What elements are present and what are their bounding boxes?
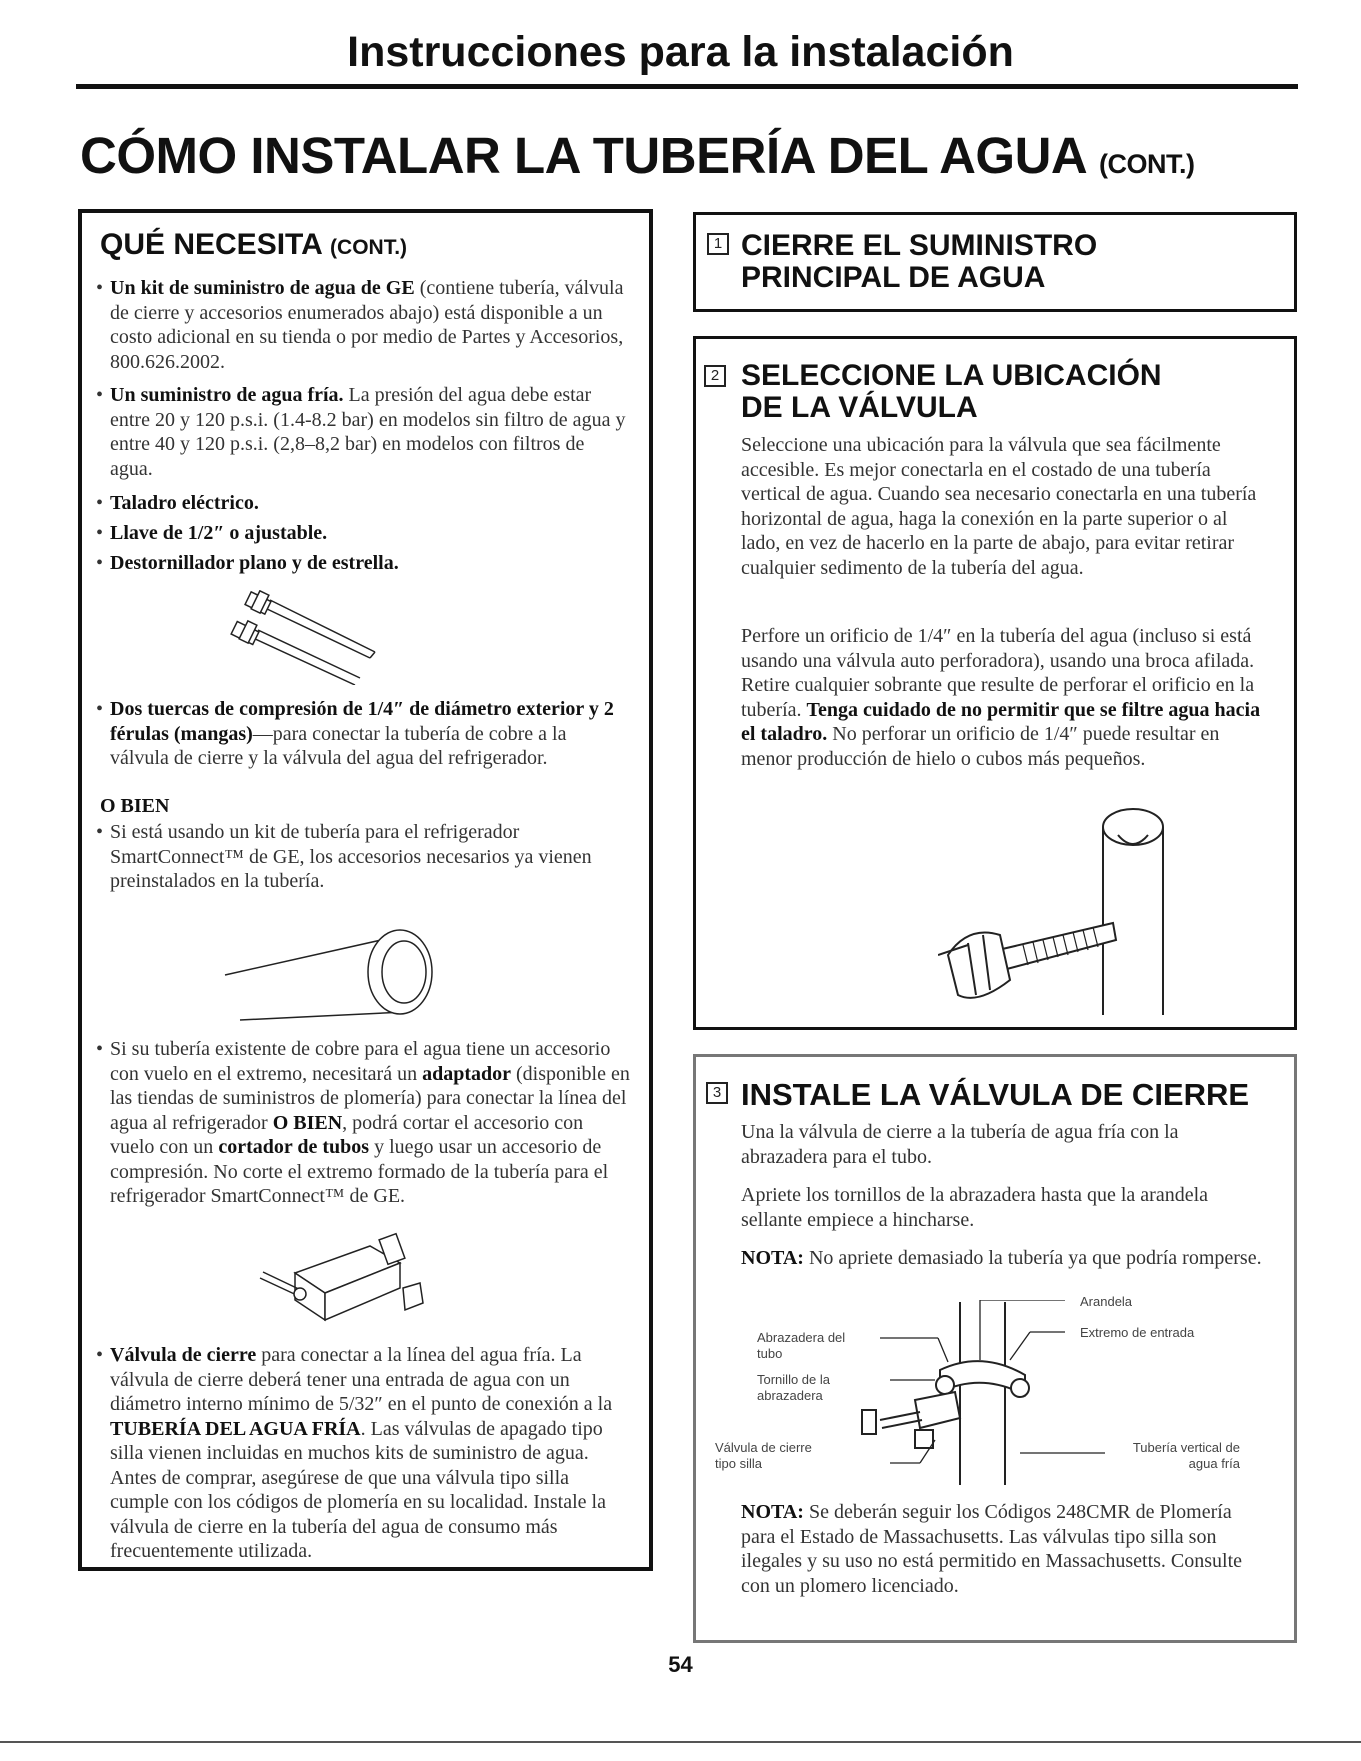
step-2-number: 2 <box>704 365 726 387</box>
item-text: Si está usando un kit de tubería para el refrigerador SmartConnect™ de GE, los accesorios necesarios ya vienen preinstalados en la tubería. <box>110 821 592 892</box>
item-bold: Un suministro de agua fría. <box>110 384 344 406</box>
list-item: • Destornillador plano y de estrella. <box>96 552 399 574</box>
page-number: 54 <box>668 1652 693 1677</box>
flared-tubing-illustration <box>220 920 450 1035</box>
main-title-text: CÓMO INSTALAR LA TUBERÍA DEL AGUA <box>80 127 1086 184</box>
list-item: • Un suministro de agua fría. La presión del agua debe estar entre 20 y 120 p.s.i. (1.4-8.2 bar) en modelos sin filtro de agua y entre 40 y 120 p.s.i. (2,8–8,2 bar) en modelos con filtros de agua. <box>96 384 626 480</box>
step-3-title: INSTALE LA VÁLVULA DE CIERRE <box>741 1077 1250 1112</box>
step-2-text: Perfore un orificio de 1/4″ en la tubería del agua (incluso si está usando una válvula auto perforadora), usando una broca afilada. Retire cualquier sobrante que resulte de perforar el orificio en la tubería. <box>741 625 1255 721</box>
list-item: • Si está usando un kit de tubería para el refrigerador SmartConnect™ de GE, los accesorios necesarios ya vienen preinstalados en la tubería. <box>100 820 630 894</box>
nota-label: NOTA: <box>741 1501 804 1523</box>
list-item: • Un kit de suministro de agua de GE (contiene tubería, válvula de cierre y accesorios enumerados abajo) está disponible a un costo adicional en su tienda o por medio de Partes y Accesorios, 800.626.2002. <box>96 277 624 373</box>
nota-label: NOTA: <box>741 1247 804 1269</box>
item-bold: Llave de 1/2″ o ajustable. <box>110 522 328 544</box>
step-1-title <box>741 230 1097 294</box>
item-text: para conectar a la línea del agua fría. La válvula de cierre deberá tener una entrada de agua con un diámetro interno mínimo de 5/32″ en el punto de conexión a la <box>110 1344 613 1415</box>
bottom-rule <box>0 1741 1361 1743</box>
step-2-text: No perforar un orificio de 1/4″ puede resultar en menor producción de hielo o cubos más pequeños. <box>741 723 1220 770</box>
item-bold: Dos tuercas de compresión de 1/4″ de diámetro exterior y 2 férulas (mangas) <box>110 698 614 745</box>
nota-text: No apriete demasiado la tubería ya que podría romperse. <box>803 1247 1262 1269</box>
label-arandela: Arandela <box>1080 1294 1133 1309</box>
step-2-title <box>741 360 1162 424</box>
step-3-nota-1 <box>741 1246 1271 1271</box>
step-3-nota-2 <box>741 1500 1261 1598</box>
label-valvula-silla: Válvula de cierre tipo silla <box>715 1440 812 1471</box>
step-3-number: 3 <box>706 1082 728 1104</box>
item-text: Si su tubería existente de cobre para el agua tiene un accesorio con vuelo en el extremo, necesitará un <box>110 1038 611 1085</box>
drill-pipe-illustration <box>938 805 1178 1020</box>
item-text: (contiene tubería, válvula de cierre y accesorios enumerados abajo) está disponible a un costo adicional en su tienda o por medio de Partes y Accesorios, 800.626.2002. <box>110 277 624 373</box>
label-tornillo-abrazadera: Tornillo de la abrazadera <box>757 1372 830 1403</box>
step-2-paragraph-1: Seleccione una ubicación para la válvula que sea fácilmente accesible. Es mejor conectarla en el costado de una tubería vertical de agua. Cuando sea necesario conectarla en una tubería horizontal de agua, haga la conexión en la parte superior o al lado, en vez de hacerlo en la parte de abajo, para evitar retirar cualquier sedimento de la tubería del agua. <box>741 434 1257 579</box>
item-bold: Válvula de cierre <box>110 1344 257 1366</box>
compression-nuts-illustration <box>225 590 385 685</box>
list-item: • Válvula de cierre para conectar a la línea del agua fría. La válvula de cierre deberá tener una entrada de agua con un diámetro interno mínimo de 5/32″ en el punto de conexión a la TUBERÍA DEL AGUA FRÍA. Las válvulas de apagado tipo silla vienen incluidas en muchos kits de suministro de agua. Antes de comprar, asegúrese de que una válvula tipo silla cumple con los códigos de plomería en su localidad. Instale la válvula de cierre en la tubería del agua de consumo más frecuentemente utilizada. <box>96 1344 613 1562</box>
left-title-suffix: (CONT.) <box>330 236 408 259</box>
step-3-paragraph-2: Apriete los tornillos de la abrazadera hasta que la arandela sellante empiece a hincharse. <box>741 1184 1209 1231</box>
main-title-suffix: (CONT.) <box>1099 149 1195 179</box>
step-2-title-line1: SELECCIONE LA UBICACIÓN <box>741 359 1162 392</box>
o-bien-text: O BIEN <box>100 795 170 817</box>
item-text: La presión del agua debe estar entre 20 y 120 p.s.i. (1.4-8.2 bar) en modelos sin filtro de agua y entre 40 y 120 p.s.i. (2,8–8,2 bar) en modelos con filtros de agua. <box>110 384 626 480</box>
step-2-title-line2: DE LA VÁLVULA <box>741 391 978 424</box>
step-2-paragraph-2 <box>741 624 1266 771</box>
item-text: . Las válvulas de apagado tipo silla vienen incluidas en muchos kits de suministro de agua. Antes de comprar, asegúrese de que una válvula tipo silla cumple con los códigos de plomería en su localidad. Instale la válvula de cierre en la tubería del agua de consumo más frecuentemente utilizada. <box>110 1417 606 1562</box>
item-text: , podrá cortar el accesorio con vuelo con un <box>110 1111 584 1158</box>
item-bold: cortador de tubos <box>218 1136 370 1158</box>
label-abrazadera: Abrazadera del tubo <box>757 1330 846 1361</box>
label-extremo-entrada: Extremo de entrada <box>1080 1325 1195 1340</box>
item-text: —para conectar la tubería de cobre a la válvula de cierre y la válvula del agua del refrigerador. <box>110 722 567 769</box>
saddle-valve-diagram <box>820 1300 1120 1490</box>
item-bold: TUBERÍA DEL AGUA FRÍA <box>110 1417 361 1440</box>
item-text: (disponible en las tiendas de suministros de plomería) para conectar la línea del agua al refrigerador <box>110 1062 630 1134</box>
header-rule <box>76 84 1298 89</box>
item-bold: adaptador <box>422 1062 511 1085</box>
step-1-number: 1 <box>707 233 729 255</box>
item-text: y luego usar un accesorio de compresión. No corte el extremo formado de la tubería para el refrigerador SmartConnect™ de GE. <box>110 1136 609 1207</box>
left-title-text: QUÉ NECESITA <box>100 228 322 261</box>
nota-text: Se deberán seguir los Códigos 248CMR de Plomería para el Estado de Massachusetts. Las válvulas tipo silla son ilegales y su uso no está permitido en Massachusetts. Consulte con un plomero licenciado. <box>741 1501 1243 1597</box>
list-item: • Taladro eléctrico. <box>96 492 259 514</box>
item-bold: Taladro eléctrico. <box>110 492 259 514</box>
label-tuberia-vertical: Tubería vertical de agua fría <box>1132 1440 1240 1471</box>
main-title <box>80 126 1195 185</box>
item-bold: O BIEN <box>272 1111 343 1134</box>
list-item: • Si su tubería existente de cobre para el agua tiene un accesorio con vuelo en el extremo, necesitará un adaptador (disponible en las tiendas de suministros de plomería) para conectar la línea del agua al refrigerador O BIEN, podrá cortar el accesorio con vuelo con un cortador de tubos y luego usar un accesorio de compresión. No corte el extremo formado de la tubería para el refrigerador SmartConnect™ de GE. <box>96 1038 630 1207</box>
o-bien-label <box>100 794 169 819</box>
step-1-title-line1: CIERRE EL SUMINISTRO <box>741 229 1098 262</box>
item-bold: Un kit de suministro de agua de GE <box>110 277 415 299</box>
step-1-title-line2: PRINCIPAL DE AGUA <box>741 261 1046 294</box>
page-header-title: Instrucciones para la instalación <box>347 28 1014 76</box>
step-2-bold: Tenga cuidado de no permitir que se filtre agua hacia el taladro. <box>741 698 1261 745</box>
left-panel-title <box>100 229 407 264</box>
step-3-paragraph-1: Una la válvula de cierre a la tubería de agua fría con la abrazadera para el tubo. <box>741 1121 1179 1168</box>
item-bold: Destornillador plano y de estrella. <box>110 552 399 574</box>
list-item: • Dos tuercas de compresión de 1/4″ de diámetro exterior y 2 férulas (mangas)—para conectar la tubería de cobre a la válvula de cierre y la válvula del agua del refrigerador. <box>96 698 614 769</box>
shutoff-valve-illustration <box>255 1228 435 1328</box>
list-item: • Llave de 1/2″ o ajustable. <box>96 522 328 544</box>
